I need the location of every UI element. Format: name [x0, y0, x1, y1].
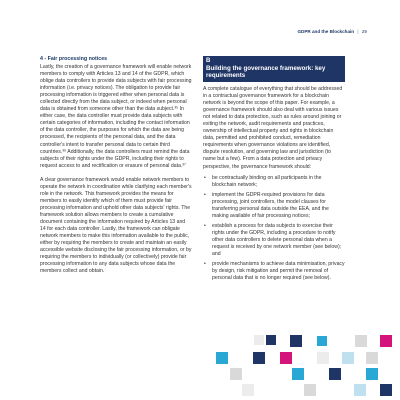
- decor-square: [380, 335, 392, 347]
- box-heading: [203, 56, 345, 82]
- box-intro-paragraph: A complete catalogue of everything that should be addressed in a contractual governance framework for a blockchain network is beyond the scope of this paper. For example, a governance framework should also deal with various issues not related to data protection, such as rules around joining or exiting the network, audit requirements and practices, ownership of intellectual property and rights in blockchain data, permitted and prohibited conduct, remediation requirements when governance violations are identified, dispute resolution, and governing law and jurisdiction (to name but a few). From a data protection and privacy perspective, the governance framework should:: [203, 86, 343, 170]
- requirements-list: [203, 175, 345, 283]
- running-header-separator: |: [357, 29, 359, 34]
- box-title: Building the governance framework: key requirements: [206, 65, 326, 80]
- list-item: • provide mechanisms to achieve data minimisation, privacy by design, risk mitigation and permit the removal of personal data that is no longer required (see below).: [203, 261, 345, 282]
- decor-square: [242, 384, 254, 396]
- decor-square: [317, 352, 329, 364]
- decor-square: [380, 384, 392, 396]
- decor-square: [317, 336, 327, 346]
- decor-square: [280, 352, 292, 364]
- left-column: [40, 56, 192, 282]
- decor-square: [292, 368, 304, 380]
- decor-square: [266, 335, 276, 345]
- body-paragraph: Lastly, the creation of a governance framework will enable network members to comply with Articles 13 and 14 of the GDPR, which oblige data controllers to provide data subjects with fair processing information (i.e. privacy notices). The obligation to provide fair processing information is triggered either when personal data is collected directly from the data subject, or indeed when personal data is obtained from someone other than the data subject.³⁵ In either case, the data controller must provide data subjects with certain categories of information, including the contact information of the data controller, the purposes for which the data are being processed, the recipients of the personal data, and the data controller's intent to transfer personal data to certain third countries.³⁶ Additionally, the data controllers must remind the data subjects of their rights under the GDPR, including their rights to request access to and rectification or erasure of personal data.³⁷: [40, 64, 192, 169]
- list-item: • be contractually binding on all participants in the blockchain network;: [203, 175, 345, 189]
- right-column: [203, 86, 345, 285]
- decor-square: [216, 352, 228, 364]
- decor-square: [366, 368, 378, 380]
- body-paragraph: A clear governance framework would enable network members to operate the network in coordination while clarifying each member's role in the network. This framework provides the means for members to easily identify which of them must provide fair processing information and uphold other data subjects' rights. The framework solution allows members to create a cumulative document containing the information required by Articles 13 and 14 for each data controller. Lastly, the framework can obligate network members to make this information available to the public, either by requiring the members to create and maintain an easily accessible website disclosing the fair processing information, or by requiring the members to individually (or collectively) provide fair processing information to any data subjects whose data the members collect and obtain.: [40, 176, 192, 275]
- running-header-title: GDPR and the Blockchain: [297, 29, 355, 34]
- decor-square: [304, 384, 316, 396]
- decor-square: [342, 352, 354, 364]
- decor-square: [290, 335, 302, 347]
- running-header: [297, 29, 367, 34]
- page-number: 29: [361, 29, 367, 34]
- decor-square: [366, 352, 378, 364]
- section-heading: 4 - Fair processing notices: [40, 56, 108, 62]
- list-item: • implement the GDPR-required provisions for data processing, joint controllers, the model clauses for transferring personal data outside the EEA, and the making available of fair processing notices;: [203, 192, 345, 220]
- decor-square: [230, 368, 242, 380]
- decor-square: [329, 368, 341, 380]
- decor-square: [354, 384, 366, 396]
- list-item: • establish a process for data subjects to exercise their rights under the GDPR, including a procedure to notify other data controllers to delete personal data when a request is received by one network member (see below); and: [203, 223, 345, 258]
- decor-square: [254, 335, 264, 345]
- decor-square: [355, 335, 367, 347]
- box-letter: B: [206, 58, 211, 64]
- decor-square: [253, 352, 265, 364]
